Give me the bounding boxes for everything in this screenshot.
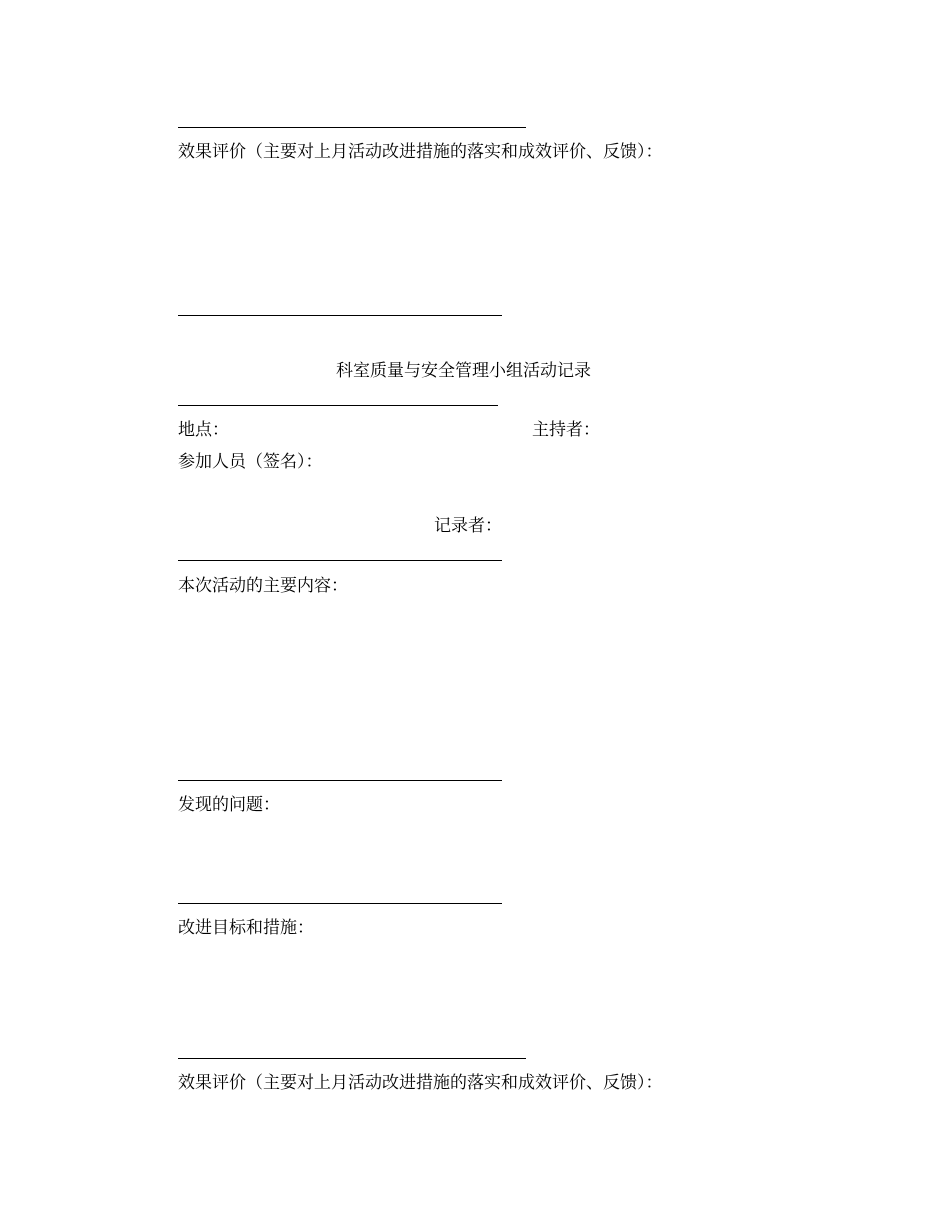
- divider-line: [178, 127, 526, 128]
- divider-line: [178, 315, 502, 316]
- improvement-measures-label: 改进目标和措施：: [178, 918, 314, 938]
- effect-evaluation-label: 效果评价（主要对上月活动改进措施的落实和成效评价、反馈）：: [178, 1073, 663, 1093]
- effect-evaluation-label: 效果评价（主要对上月活动改进措施的落实和成效评价、反馈）：: [178, 142, 663, 162]
- divider-line: [178, 560, 502, 561]
- activity-content-label: 本次活动的主要内容：: [178, 576, 348, 596]
- participants-label: 参加人员（签名）：: [178, 452, 323, 472]
- divider-line: [178, 903, 502, 904]
- problems-found-label: 发现的问题：: [178, 795, 280, 815]
- divider-line: [178, 780, 502, 781]
- divider-line: [178, 405, 498, 406]
- recorder-label: 记录者：: [434, 516, 502, 536]
- form-title: 科室质量与安全管理小组活动记录: [336, 361, 591, 381]
- divider-line: [178, 1058, 526, 1059]
- location-label: 地点：: [178, 420, 229, 440]
- host-label: 主持者：: [532, 420, 600, 440]
